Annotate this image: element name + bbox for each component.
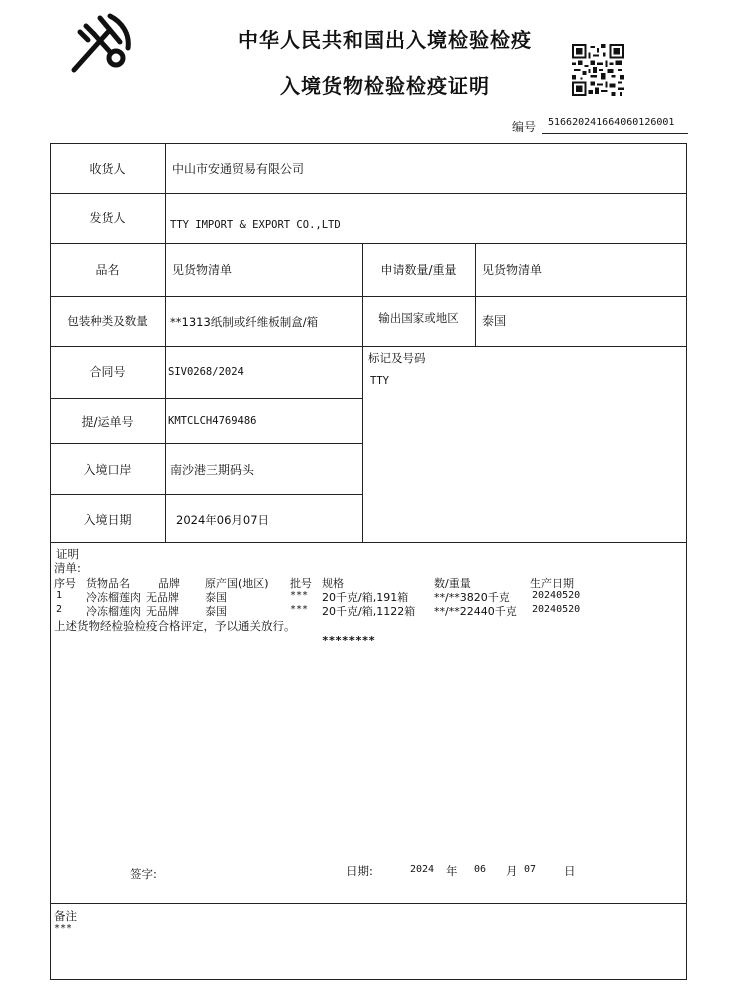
row-divider	[50, 193, 687, 194]
col-header-quantity: 数/重量	[434, 577, 471, 590]
table-row-2-spec: 20千克/箱,1122箱	[322, 605, 416, 618]
row-divider	[50, 542, 687, 543]
row-divider	[50, 903, 687, 904]
issue-date-year: 2024	[410, 864, 435, 875]
remarks-value: ***	[54, 923, 73, 934]
document-subtitle: 入境货物检验检疫证明	[280, 74, 490, 98]
column-divider	[362, 243, 363, 542]
table-row-2-brand: 无品牌	[146, 605, 179, 618]
table-row-2-quantity: **/**22440千克	[434, 605, 517, 618]
qr-code-icon	[572, 44, 624, 96]
col-header-brand: 品牌	[158, 577, 180, 590]
serial-number-label: 编号	[512, 120, 537, 134]
table-row-1-production-date: 20240520	[532, 590, 581, 601]
goods-name-label: 品名	[95, 263, 120, 277]
issue-date-label: 日期:	[346, 864, 373, 878]
entry-port-value: 南沙港三期码头	[170, 463, 255, 477]
document-title: 中华人民共和国出入境检验检疫	[238, 28, 532, 52]
row-divider	[50, 494, 362, 495]
serial-number-value: 516620241664060126001	[548, 117, 675, 128]
entry-date-value: 2024年06月07日	[176, 513, 270, 527]
table-row-2-goods-name: 冷冻榴莲肉	[86, 605, 141, 618]
consignee-value: 中山市安通贸易有限公司	[172, 162, 305, 176]
remarks-label: 备注	[54, 909, 77, 923]
row-divider	[50, 243, 687, 244]
packaging-value: **1313纸制或纤维板制盒/箱	[170, 315, 319, 329]
table-row-2-batch: ***	[290, 604, 309, 615]
declared-quantity-value: 见货物清单	[482, 263, 543, 277]
col-header-seq: 序号	[54, 577, 76, 590]
table-row-1-origin: 泰国	[205, 591, 227, 604]
row-divider	[50, 296, 687, 297]
contract-number-label: 合同号	[89, 365, 126, 379]
issue-date-month: 06	[474, 864, 487, 875]
bill-of-lading-label: 提/运单号	[81, 415, 134, 429]
column-divider	[165, 143, 166, 542]
year-suffix: 年	[446, 864, 458, 878]
consignee-label: 收货人	[89, 162, 126, 176]
origin-country-value: 泰国	[482, 314, 507, 328]
table-row-2-seq: 2	[56, 604, 63, 615]
origin-country-label: 输出国家或地区	[378, 311, 459, 325]
col-header-production-date: 生产日期	[530, 577, 574, 590]
signature-label: 签字:	[130, 867, 157, 881]
month-suffix: 月	[506, 864, 518, 878]
consignor-value: TTY IMPORT & EXPORT CO.,LTD	[170, 219, 341, 231]
entry-date-label: 入境日期	[83, 513, 132, 527]
table-row-1-quantity: **/**3820千克	[434, 591, 510, 604]
row-divider	[50, 443, 362, 444]
table-row-2-origin: 泰国	[205, 605, 227, 618]
end-marker: ********	[322, 634, 375, 647]
row-divider	[50, 346, 687, 347]
bill-of-lading-value: KMTCLCH4769486	[168, 415, 257, 427]
col-header-batch: 批号	[290, 577, 312, 590]
table-row-1-batch: ***	[290, 590, 309, 601]
table-row-1-spec: 20千克/箱,191箱	[322, 591, 409, 604]
table-row-1-brand: 无品牌	[146, 591, 179, 604]
consignor-label: 发货人	[89, 211, 126, 225]
goods-list-label: 清单:	[54, 561, 81, 575]
col-header-spec: 规格	[322, 577, 344, 590]
table-row-1-seq: 1	[56, 590, 63, 601]
marks-label: 标记及号码	[368, 351, 426, 365]
marks-value: TTY	[370, 375, 389, 387]
table-row-2-production-date: 20240520	[532, 604, 581, 615]
inspection-emblem-icon	[64, 12, 142, 76]
issue-date-day: 07	[524, 864, 537, 875]
day-suffix: 日	[564, 864, 576, 878]
goods-name-value: 见货物清单	[172, 263, 233, 277]
clearance-statement: 上述货物经检验检疫合格评定，予以通关放行。	[54, 619, 296, 633]
table-row-1-goods-name: 冷冻榴莲肉	[86, 591, 141, 604]
serial-underline	[542, 133, 688, 134]
contract-number-value: SIV0268/2024	[168, 366, 244, 378]
entry-port-label: 入境口岸	[83, 463, 132, 477]
column-divider	[475, 243, 476, 346]
packaging-label: 包装种类及数量	[67, 314, 148, 328]
certificate-heading: 证明	[56, 547, 79, 561]
col-header-goods-name: 货物品名	[86, 577, 130, 590]
row-divider	[50, 398, 362, 399]
declared-quantity-label: 申请数量/重量	[380, 263, 457, 277]
col-header-origin: 原产国(地区)	[205, 577, 269, 590]
